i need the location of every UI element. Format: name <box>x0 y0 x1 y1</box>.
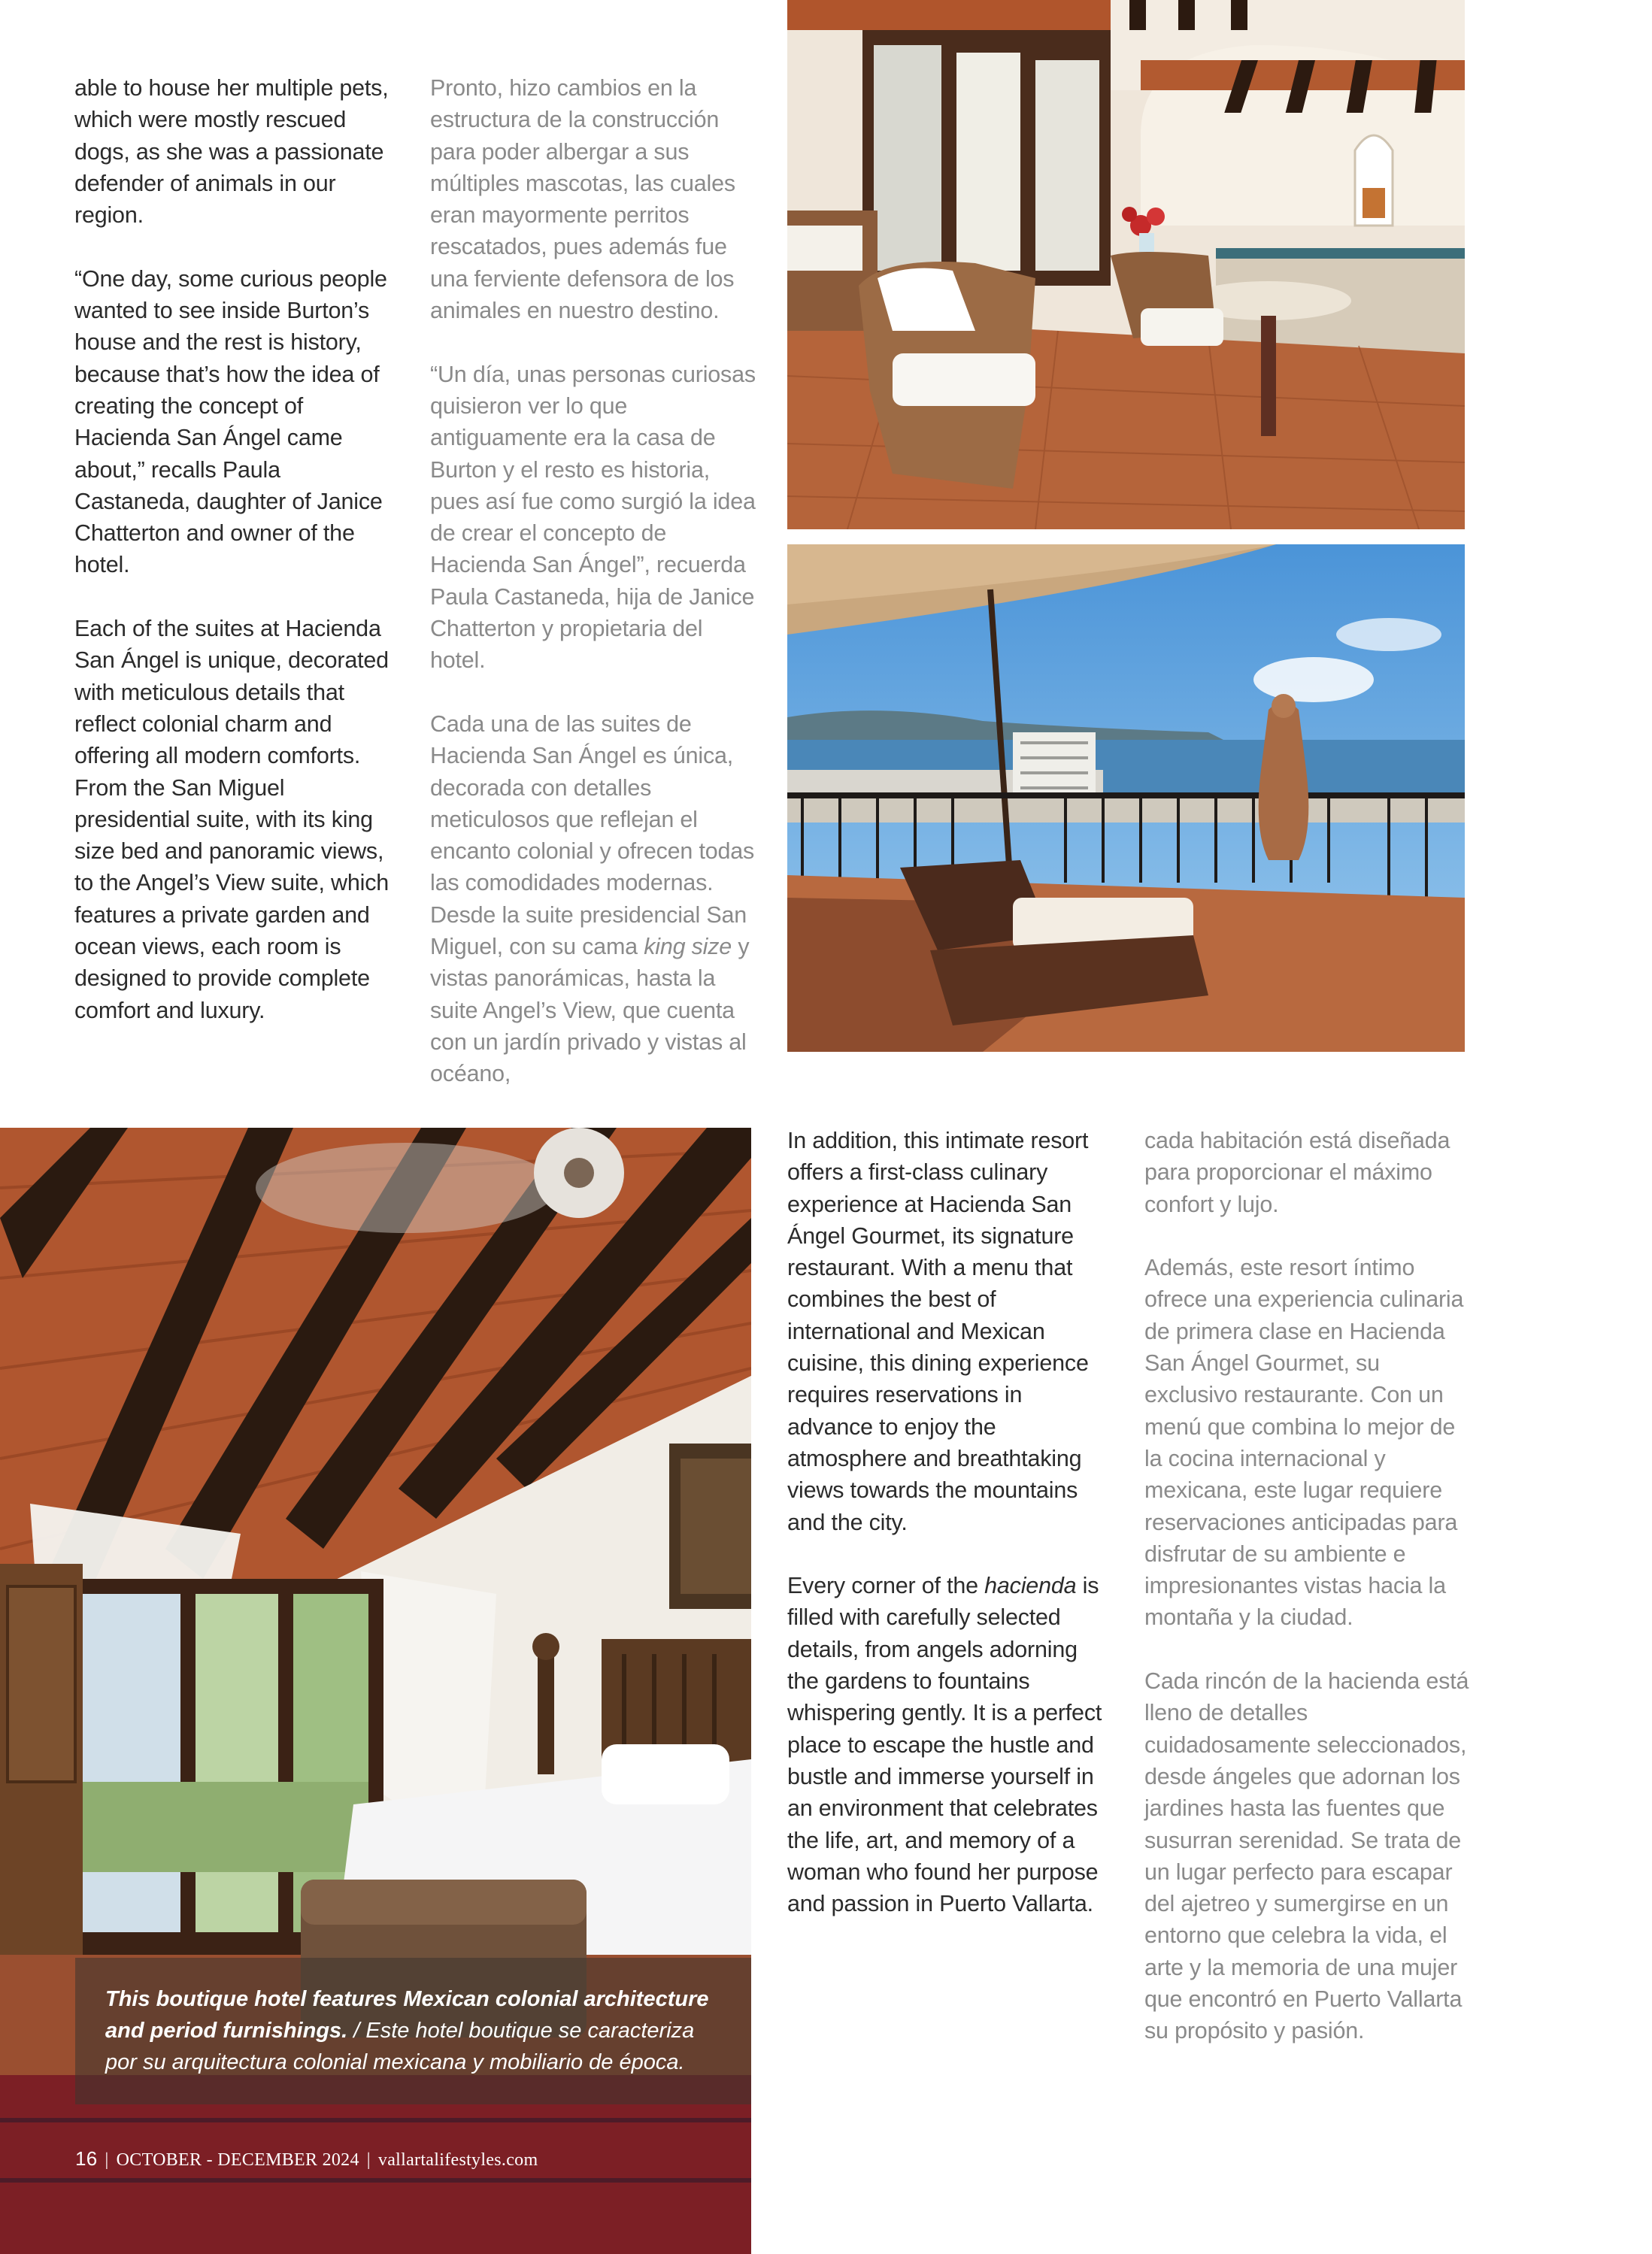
balcony-ocean-view-photo <box>787 544 1465 1052</box>
paragraph: “Un día, unas personas curiosas quisieron ver lo que antiguamente era la casa de Burton y el resto es historia, pues así fue como surgió la idea de crear el concepto de Hacienda San Ángel”, recuerda Paula Castaneda, hija de Janice Chatterton y propietaria del hotel. <box>430 361 756 674</box>
paragraph: Además, este resort íntimo ofrece una experiencia culinaria de primera clase en Hacienda San Ángel Gourmet, su exclusivo restaurante. Con un menú que combina lo mejor de la cocina internacional y mexicana, este lugar requiere reservaciones anticipadas para disfrutar de su ambiente e impresionantes vistas hacia la montaña y la ciudad. <box>1144 1255 1464 1631</box>
paragraph-text: y vistas panorámicas, hasta la suite Angel’s View, que cuenta con un jardín privado y vistas al océano, <box>430 934 750 1087</box>
english-column-top <box>74 72 390 1026</box>
paragraph: cada habitación está diseñada para proporcionar el máximo confort y lujo. <box>1144 1128 1450 1217</box>
terrace-lounge-photo <box>787 0 1465 529</box>
paragraph: In addition, this intimate resort offers a first-class culinary experience at Hacienda San Ángel Gourmet, its signature restaurant. With a menu that combines the best of international and Mexican cuisine, this dining experience requires reservations in advance to enjoy the atmosphere and breathtaking views towards the mountains and the city. <box>787 1128 1089 1535</box>
paragraph: Each of the suites at Hacienda San Ángel is unique, decorated with meticulous details that reflect colonial charm and offering all modern comforts. From the San Miguel presidential suite, with its king size bed and panoramic views, to the Angel’s View suite, which features a private garden and ocean views, each room is designed to provide complete comfort and luxury. <box>74 616 390 1023</box>
spanish-column-bottom <box>1144 1125 1475 2047</box>
photo-caption <box>105 1983 729 2078</box>
paragraph-text: is filled with carefully selected details, from angels adorning the gardens to fountains whispering gently. It is a perfect place to escape the hustle and bustle and immerse yourself in an environment that celebrates the life, art, and memory of a woman who found her purpose and passion in Puerto Vallarta. <box>787 1573 1102 1917</box>
caption-spanish: Este hotel boutique se caracteriza por su arquitectura colonial mexicana y mobiliario de época. <box>105 2019 695 2074</box>
spanish-column-top <box>430 72 761 1090</box>
paragraph: Pronto, hizo cambios en la estructura de la construcción para poder albergar a sus múltiples mascotas, las cuales eran mayormente perritos rescatados, pues además fue una ferviente defensora de los animales en nuestro destino. <box>430 75 735 324</box>
paragraph: Cada rincón de la hacienda está lleno de detalles cuidadosamente seleccionados, desde ángeles que adornan los jardines hasta las fuentes que susurran serenidad. Se trata de un lugar perfecto para escapar del ajetreo y sumergirse en un entorno que celebra la vida, el arte y la memoria de una mujer que encontró en Puerto Vallarta su propósito y pasión. <box>1144 1668 1469 2044</box>
page-folio <box>75 2147 538 2171</box>
italic-term: king size <box>644 934 732 960</box>
caption-divider: / <box>347 2019 366 2043</box>
paragraph <box>787 1570 1111 1919</box>
issue-date: OCTOBER - DECEMBER 2024 <box>116 2150 359 2170</box>
paragraph <box>430 708 761 1090</box>
caption-english: This boutique hotel features Mexican colonial architecture and period furnishings. <box>105 1987 709 2043</box>
paragraph-text: Cada una de las suites de Hacienda San Ángel es única, decorada con detalles meticulosos que reflejan el encanto colonial y ofrecen todas las comodidades modernas. Desde la suite presidencial San Miguel, con su cama <box>430 710 755 960</box>
paragraph-text: Every corner of the <box>787 1573 985 1599</box>
italic-term: hacienda <box>984 1573 1077 1599</box>
folio-separator: | <box>105 2150 109 2170</box>
website-link[interactable]: vallartalifestyles.com <box>377 2150 538 2170</box>
paragraph: able to house her multiple pets, which were mostly rescued dogs, as she was a passionate defender of animals in our region. <box>74 75 389 229</box>
english-column-bottom <box>787 1125 1111 1919</box>
folio-separator: | <box>366 2150 371 2170</box>
paragraph: “One day, some curious people wanted to see inside Burton’s house and the rest is history, because that’s how the idea of creating the concept of Hacienda San Ángel came about,” recalls Paula Castaneda, daughter of Janice Chatterton and owner of the hotel. <box>74 265 387 578</box>
page-number: 16 <box>75 2147 98 2170</box>
